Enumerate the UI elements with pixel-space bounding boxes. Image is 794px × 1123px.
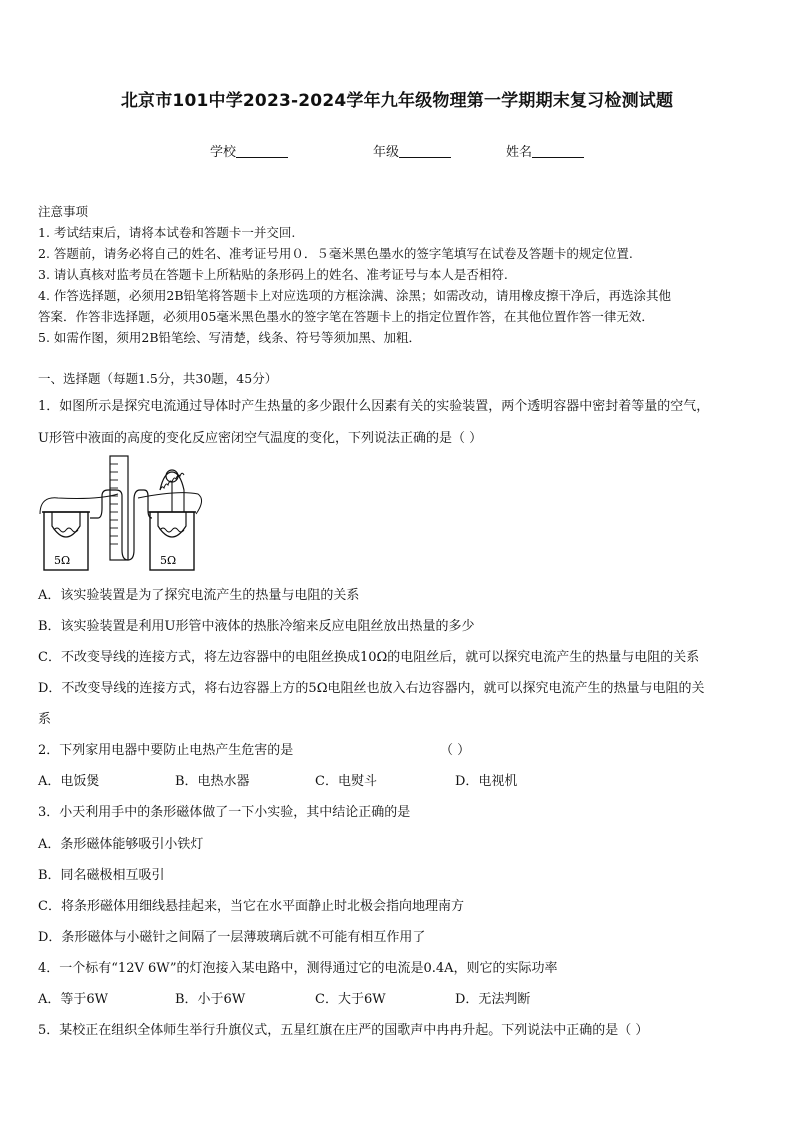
- school-blank: [236, 145, 288, 158]
- q3-stem: 3．小天利用手中的条形磁体做了一下小实验，其中结论正确的是: [38, 805, 411, 820]
- q5-stem: 5．某校正在组织全体师生举行升旗仪式，五星红旗在庄严的国歌声中冉冉升起。下列说法中正确的是（ ）: [38, 1023, 649, 1038]
- q2-stem: 2．下列家用电器中要防止电热产生危害的是: [38, 743, 294, 758]
- q1-stem-line1: 1．如图所示是探究电流通过导体时产生热量的多少跟什么因素有关的实验装置，两个透明容器中密封着等量的空气，: [38, 399, 710, 414]
- q2-option-a: A．电饭煲: [38, 774, 100, 789]
- notice-item: 1. 考试结束后，请将本试卷和答题卡一并交回.: [38, 225, 296, 240]
- grade-label: 年级: [373, 145, 400, 160]
- section-heading: 一、选择题（每题1.5分，共30题，45分）: [38, 371, 278, 386]
- notice-item: 2. 答题前，请务必将自己的姓名、准考证号用０．５毫米黑色墨水的签字笔填写在试卷及答题卡的规定位置.: [38, 246, 633, 261]
- name-field: [506, 141, 584, 160]
- notice-item: 4. 作答选择题，必须用2B铅笔将答题卡上对应选项的方框涂满、涂黑；如需改动，请用橡皮擦干净后，再选涂其他: [38, 288, 672, 303]
- name-label: 姓名: [506, 145, 533, 160]
- joule-heating-apparatus-figure: [38, 450, 218, 572]
- notice-block: [38, 201, 760, 348]
- q1-option-b: B．该实验装置是利用U形管中液体的热胀冷缩来反应电阻丝放出热量的多少: [38, 619, 475, 634]
- grade-field: [373, 141, 451, 160]
- school-field: [210, 141, 288, 160]
- q2-option-b: B．电热水器: [175, 774, 250, 789]
- right-resistor-label: 5Ω: [160, 554, 177, 567]
- q2-option-d: D．电视机: [455, 774, 518, 789]
- q1-option-a: A．该实验装置是为了探究电流产生的热量与电阻的关系: [38, 588, 360, 603]
- q2-answer-bracket: （ ）: [440, 743, 471, 758]
- notice-item: 3. 请认真核对监考员在答题卡上所粘贴的条形码上的姓名、准考证号与本人是否相符.: [38, 267, 508, 282]
- q3-option-a: A．条形磁体能够吸引小铁灯: [38, 837, 204, 852]
- exam-title: 北京市101中学2023-2024学年九年级物理第一学期期末复习检测试题: [120, 91, 674, 111]
- notice-heading: 注意事项: [38, 204, 89, 219]
- q2-option-c: C．电熨斗: [315, 774, 377, 789]
- q4-option-b: B．小于6W: [175, 992, 246, 1007]
- q4-option-d: D．无法判断: [455, 992, 531, 1007]
- notice-item: 5. 如需作图，须用2B铅笔绘、写清楚，线条、符号等须加黑、加粗．: [38, 330, 422, 345]
- q1-option-d-line1: D．不改变导线的连接方式，将右边容器上方的5Ω电阻丝也放入右边容器内，就可以探究电流产生的热量与电阻的关: [38, 681, 705, 696]
- q4-stem: 4．一个标有“12V 6W”的灯泡接入某电路中，测得通过它的电流是0.4A，则它的实际功率: [38, 961, 558, 976]
- left-resistor-label: 5Ω: [54, 554, 71, 567]
- q1-option-d-line2: 系: [38, 712, 52, 727]
- grade-blank: [399, 145, 451, 158]
- q3-option-d: D．条形磁体与小磁针之间隔了一层薄玻璃后就不可能有相互作用了: [38, 930, 426, 945]
- q3-option-c: C．将条形磁体用细线悬挂起来，当它在水平面静止时北极会指向地理南方: [38, 899, 464, 914]
- q3-option-b: B．同名磁极相互吸引: [38, 868, 165, 883]
- q4-option-a: A．等于6W: [38, 992, 109, 1007]
- q4-option-c: C．大于6W: [315, 992, 386, 1007]
- q1-stem-line2: U形管中液面的高度的变化反应密闭空气温度的变化，下列说法正确的是（ ）: [38, 431, 483, 446]
- notice-item: 答案．作答非选择题，必须用05毫米黑色墨水的签字笔在答题卡上的指定位置作答，在其他位置作答一律无效．: [38, 309, 654, 324]
- q1-option-c: C．不改变导线的连接方式，将左边容器中的电阻丝换成10Ω的电阻丝后，就可以探究电流产生的热量与电阻的关系: [38, 650, 700, 665]
- school-label: 学校: [210, 145, 237, 160]
- name-blank: [532, 145, 584, 158]
